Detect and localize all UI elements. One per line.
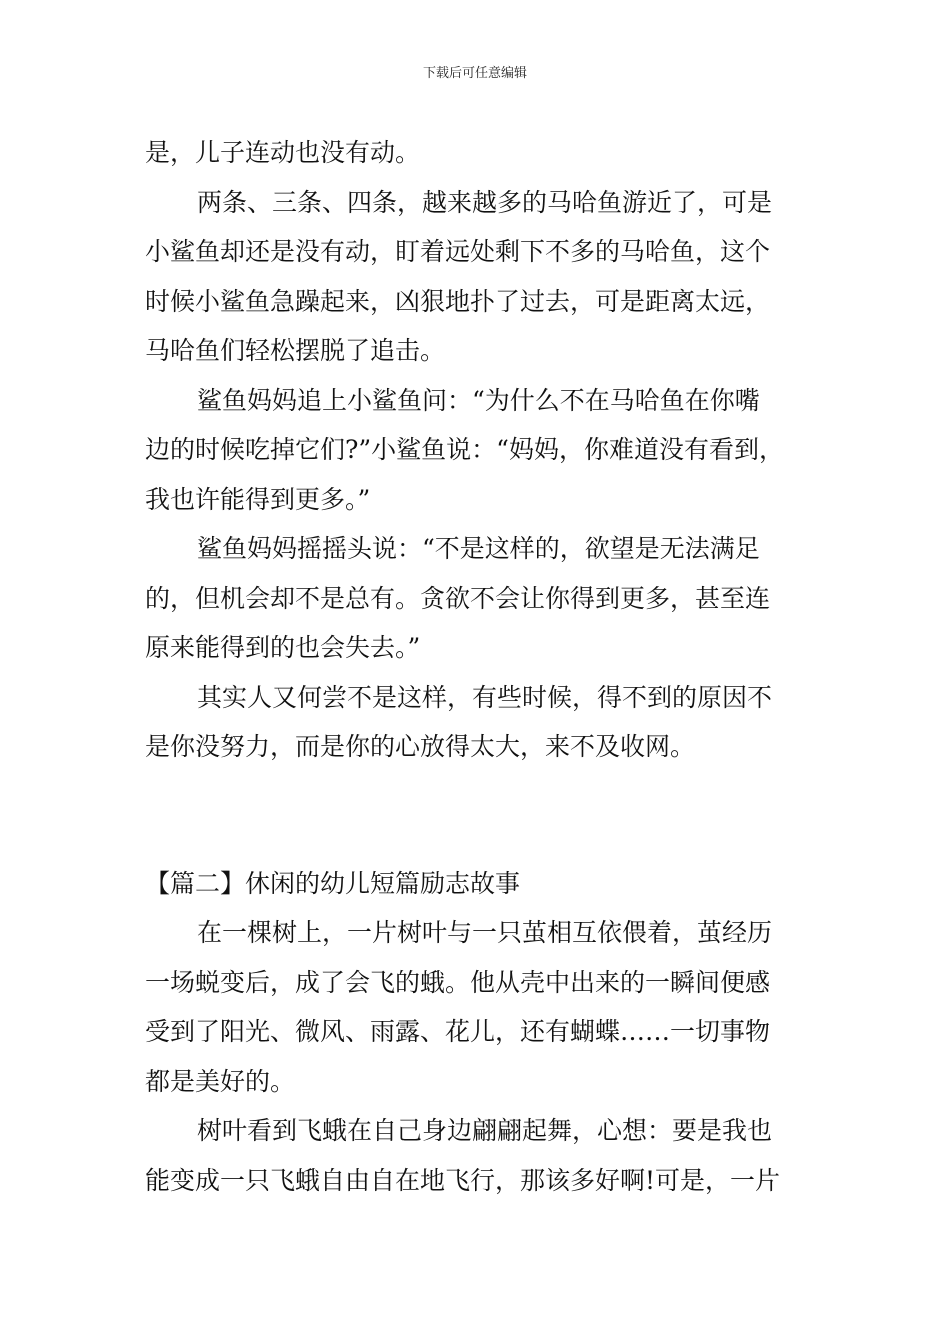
text-line: 原来能得到的也会失去。” (145, 633, 421, 662)
text-line: 边的时候吃掉它们?”小鲨鱼说：“妈妈，你难道没有看到， (145, 435, 784, 464)
text-line: 是你没努力，而是你的心放得太大，来不及收网。 (145, 732, 696, 761)
page-header-note: 下载后可任意编辑 (422, 66, 527, 81)
paragraph-line: 树叶看到飞蛾在自己身边翩翩起舞，心想：要是我也 (197, 1116, 773, 1145)
text-line: 马哈鱼们轻松摆脱了追击。 (145, 336, 446, 365)
text-line: 能变成一只飞蛾自由自在地飞行，那该多好啊!可是，一片 (145, 1165, 781, 1195)
text-line: 是，儿子连动也没有动。 (145, 138, 421, 167)
text-line: 小鲨鱼却还是没有动，盯着远处剩下不多的马哈鱼，这个 (145, 237, 771, 266)
section-heading: 【篇二】休闲的幼儿短篇励志故事 (145, 868, 521, 898)
text-line: 的，但机会却不是总有。贪欲不会让你得到更多，甚至连 (145, 583, 771, 613)
paragraph-line: 其实人又何尝不是这样，有些时候，得不到的原因不 (197, 682, 773, 712)
section-spacer (145, 772, 825, 859)
text-line: 一场蜕变后，成了会飞的蛾。他从壳中出来的一瞬间便感 (145, 967, 771, 997)
paragraph-line: 两条、三条、四条，越来越多的马哈鱼游近了，可是 (197, 187, 773, 217)
paragraph-line: 在一棵树上，一片树叶与一只茧相互依偎着，茧经历 (197, 918, 773, 947)
text-line: 时候小鲨鱼急躁起来，凶狠地扑了过去，可是距离太远， (145, 286, 771, 316)
text-line: 都是美好的。 (145, 1066, 296, 1096)
text-line: 受到了阳光、微风、雨露、花儿，还有蝴蝶……一切事物 (145, 1017, 771, 1046)
paragraph-line: 鲨鱼妈妈追上小鲨鱼问：“为什么不在马哈鱼在你嘴 (197, 385, 760, 415)
paragraph-line: 鲨鱼妈妈摇摇头说：“不是这样的，欲望是无法满足 (197, 534, 760, 563)
text-line: 我也许能得到更多。” (145, 484, 371, 514)
document-body (145, 128, 825, 1205)
